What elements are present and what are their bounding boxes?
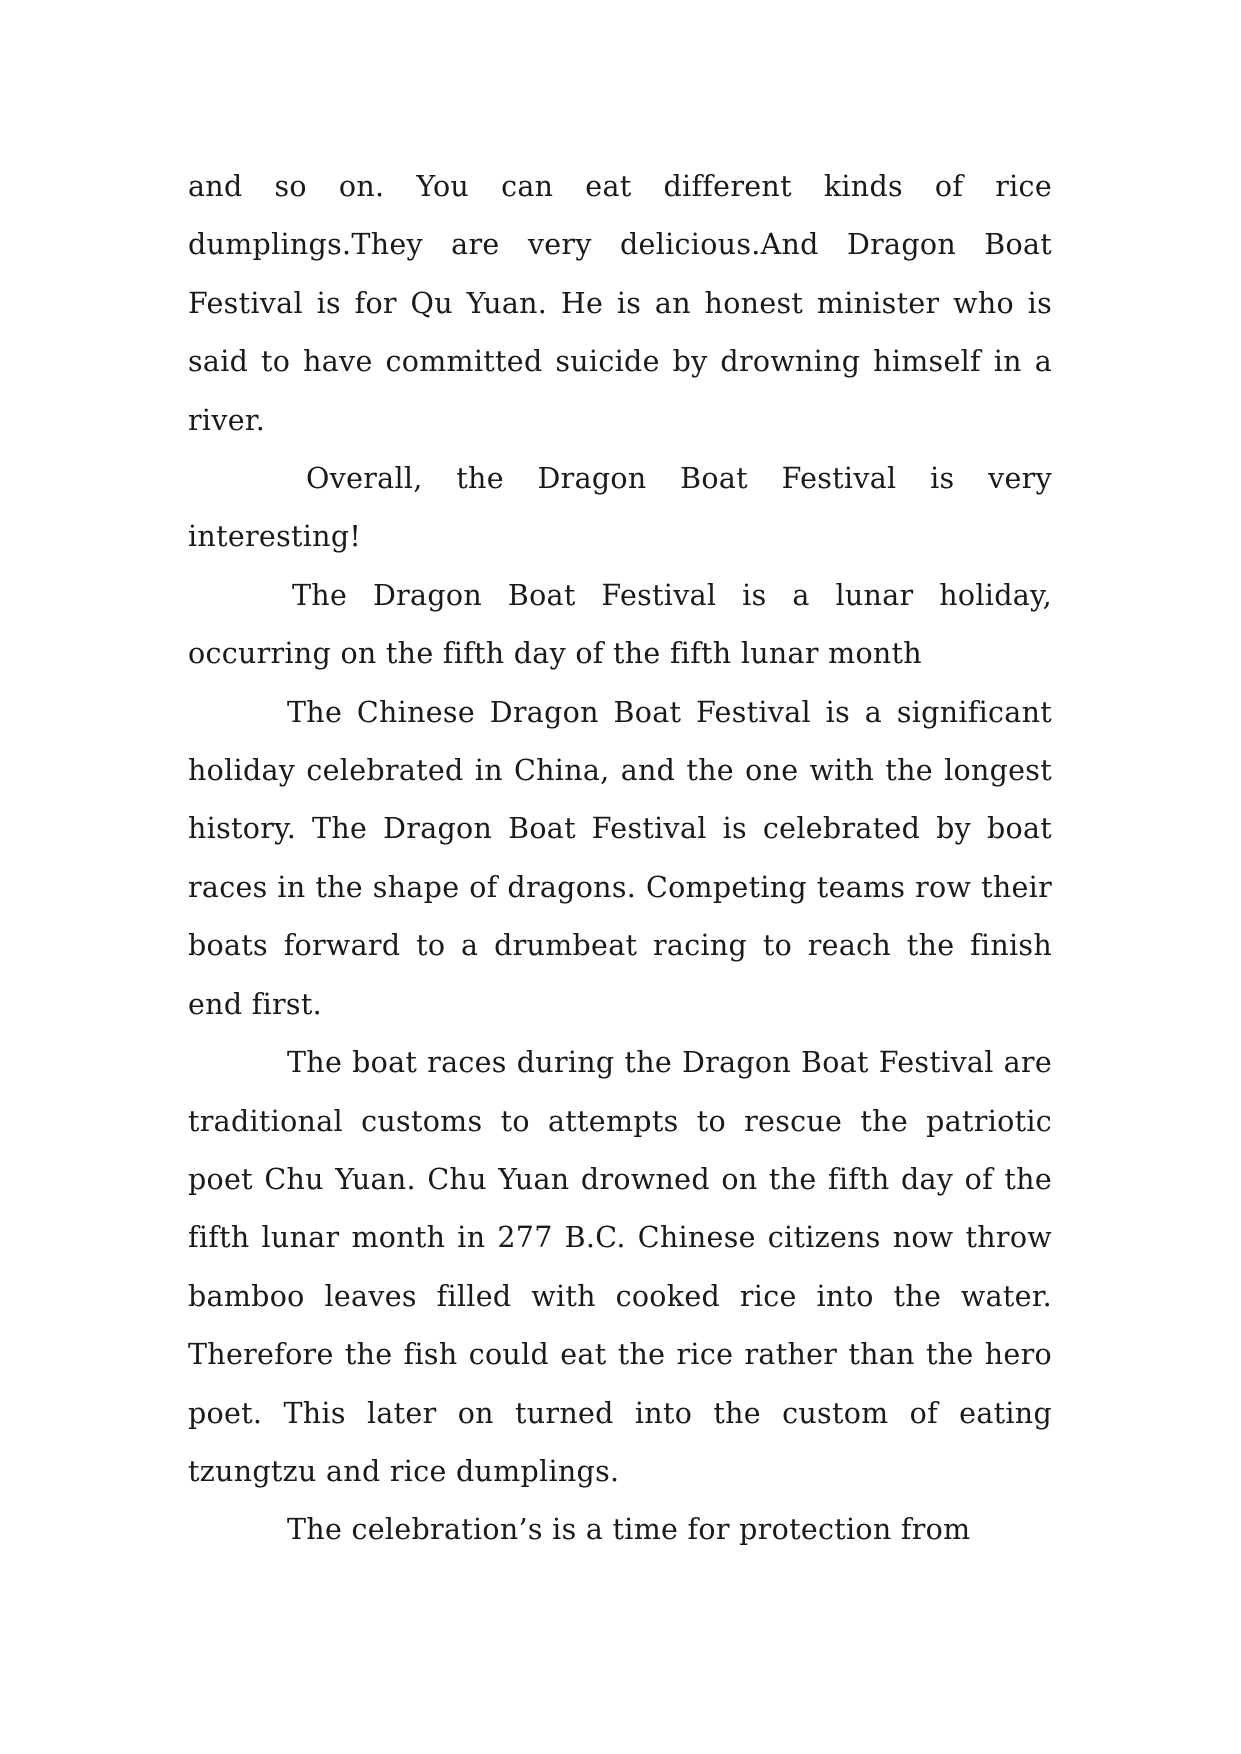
- paragraph-celebration: The celebration’s is a time for protection from: [287, 1513, 971, 1547]
- paragraph-lunar-holiday: The Dragon Boat Festival is a lunar holiday, occurring on the fifth day of the fifth lunar month: [188, 578, 1052, 671]
- body-text: [188, 158, 1052, 1560]
- paragraph-boat-races: The boat races during the Dragon Boat Festival are traditional customs to attempts to rescue the patriotic poet Chu Yuan. Chu Yuan drowned on the fifth day of the fifth lunar month in 277 B.C. Chinese citizens now throw bamboo leaves filled with cooked rice into the water. Therefore the fish could eat the rice rather than the hero poet. This later on turned into the custom of eating tzungtzu and rice dumplings.: [188, 1046, 1052, 1488]
- paragraph-significant-holiday: The Chinese Dragon Boat Festival is a significant holiday celebrated in China, and the one with the longest history. The Dragon Boat Festival is celebrated by boat races in the shape of dragons. Competing teams row their boats forward to a drumbeat racing to reach the finish end first.: [188, 695, 1052, 1021]
- paragraph-overall: Overall, the Dragon Boat Festival is very interesting!: [188, 462, 1052, 554]
- paragraph-continuation: and so on. You can eat different kinds of rice dumplings.They are very delicious.And Dragon Boat Festival is for Qu Yuan. He is an honest minister who is said to have committed suicide by drowning himself in a river.: [188, 170, 1052, 437]
